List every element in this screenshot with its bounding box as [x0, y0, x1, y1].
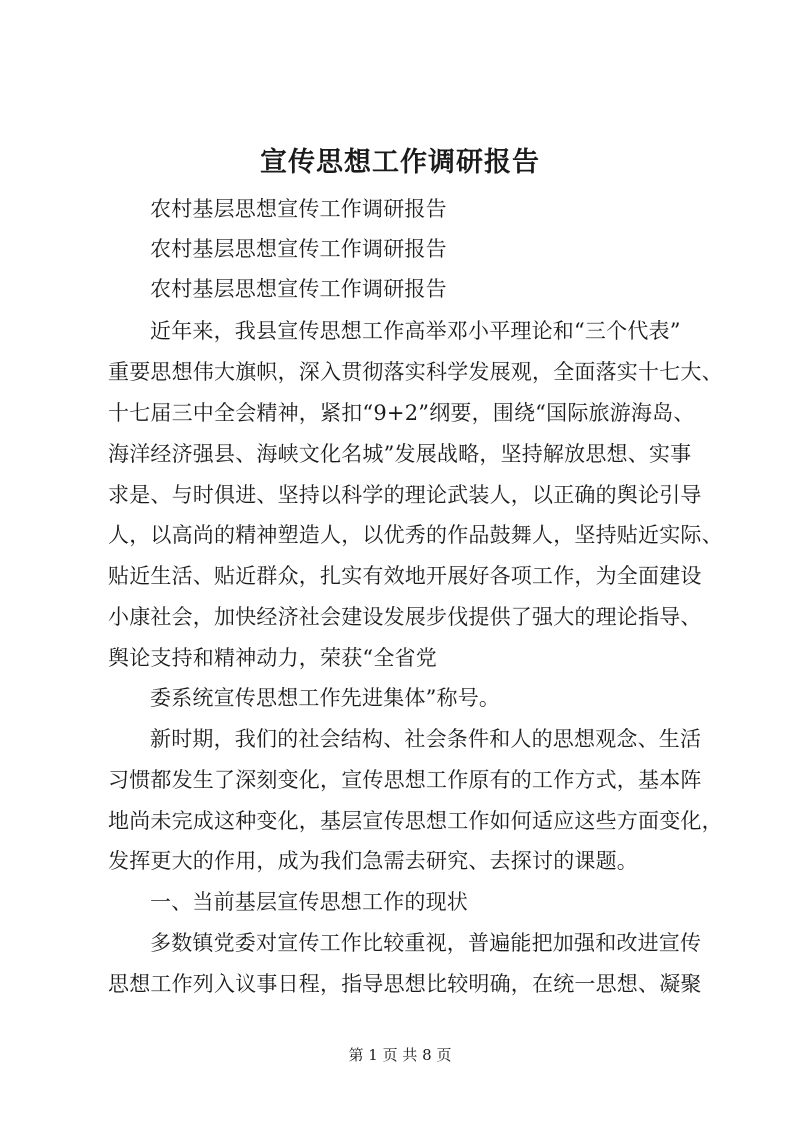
subtitle-line: 农村基层思想宣传工作调研报告 [150, 197, 447, 221]
page-number: 第 1 页 共 8 页 [348, 1046, 452, 1064]
paragraph-line: 近年来，我县宣传思想工作高举邓小平理论和“三个代表” [150, 319, 681, 343]
document-title: 宣传思想工作调研报告 [260, 147, 540, 178]
paragraph-line: 习惯都发生了深刻变化，宣传思想工作原有的工作方式，基本阵 [108, 768, 702, 792]
paragraph-line: 思想工作列入议事日程，指导思想比较明确，在统一思想、凝聚 [108, 972, 702, 996]
paragraph-line: 贴近生活、贴近群众，扎实有效地开展好各项工作，为全面建设 [108, 564, 702, 588]
paragraph-line: 地尚未完成这种变化，基层宣传思想工作如何适应这些方面变化， [108, 809, 723, 833]
paragraph-line: 求是、与时俱进、坚持以科学的理论武装人，以正确的舆论引导 [108, 483, 702, 507]
paragraph-line: 重要思想伟大旗帜，深入贯彻落实科学发展观，全面落实十七大、 [108, 360, 723, 384]
paragraph-line: 委系统宣传思想工作先进集体”称号。 [150, 686, 501, 710]
paragraph-line: 小康社会，加快经济社会建设发展步伐提供了强大的理论指导、 [108, 605, 702, 629]
section-heading: 一、当前基层宣传思想工作的现状 [150, 890, 468, 914]
paragraph-line: 舆论支持和精神动力，荣获“全省党 [108, 646, 437, 670]
subtitle-line: 农村基层思想宣传工作调研报告 [150, 237, 447, 261]
subtitle-line: 农村基层思想宣传工作调研报告 [150, 277, 447, 301]
paragraph-line: 发挥更大的作用，成为我们急需去研究、去探讨的课题。 [108, 849, 638, 873]
paragraph-line: 多数镇党委对宣传工作比较重视，普遍能把加强和改进宣传 [150, 931, 702, 955]
paragraph-line: 人，以高尚的精神塑造人，以优秀的作品鼓舞人，坚持贴近实际、 [108, 523, 723, 547]
paragraph-line: 新时期，我们的社会结构、社会条件和人的思想观念、生活 [150, 727, 702, 751]
paragraph-line: 海洋经济强县、海峡文化名城”发展战略，坚持解放思想、实事 [108, 442, 692, 466]
paragraph-line: 十七届三中全会精神，紧扣“9+2”纲要，围绕“国际旅游海岛、 [108, 401, 695, 425]
